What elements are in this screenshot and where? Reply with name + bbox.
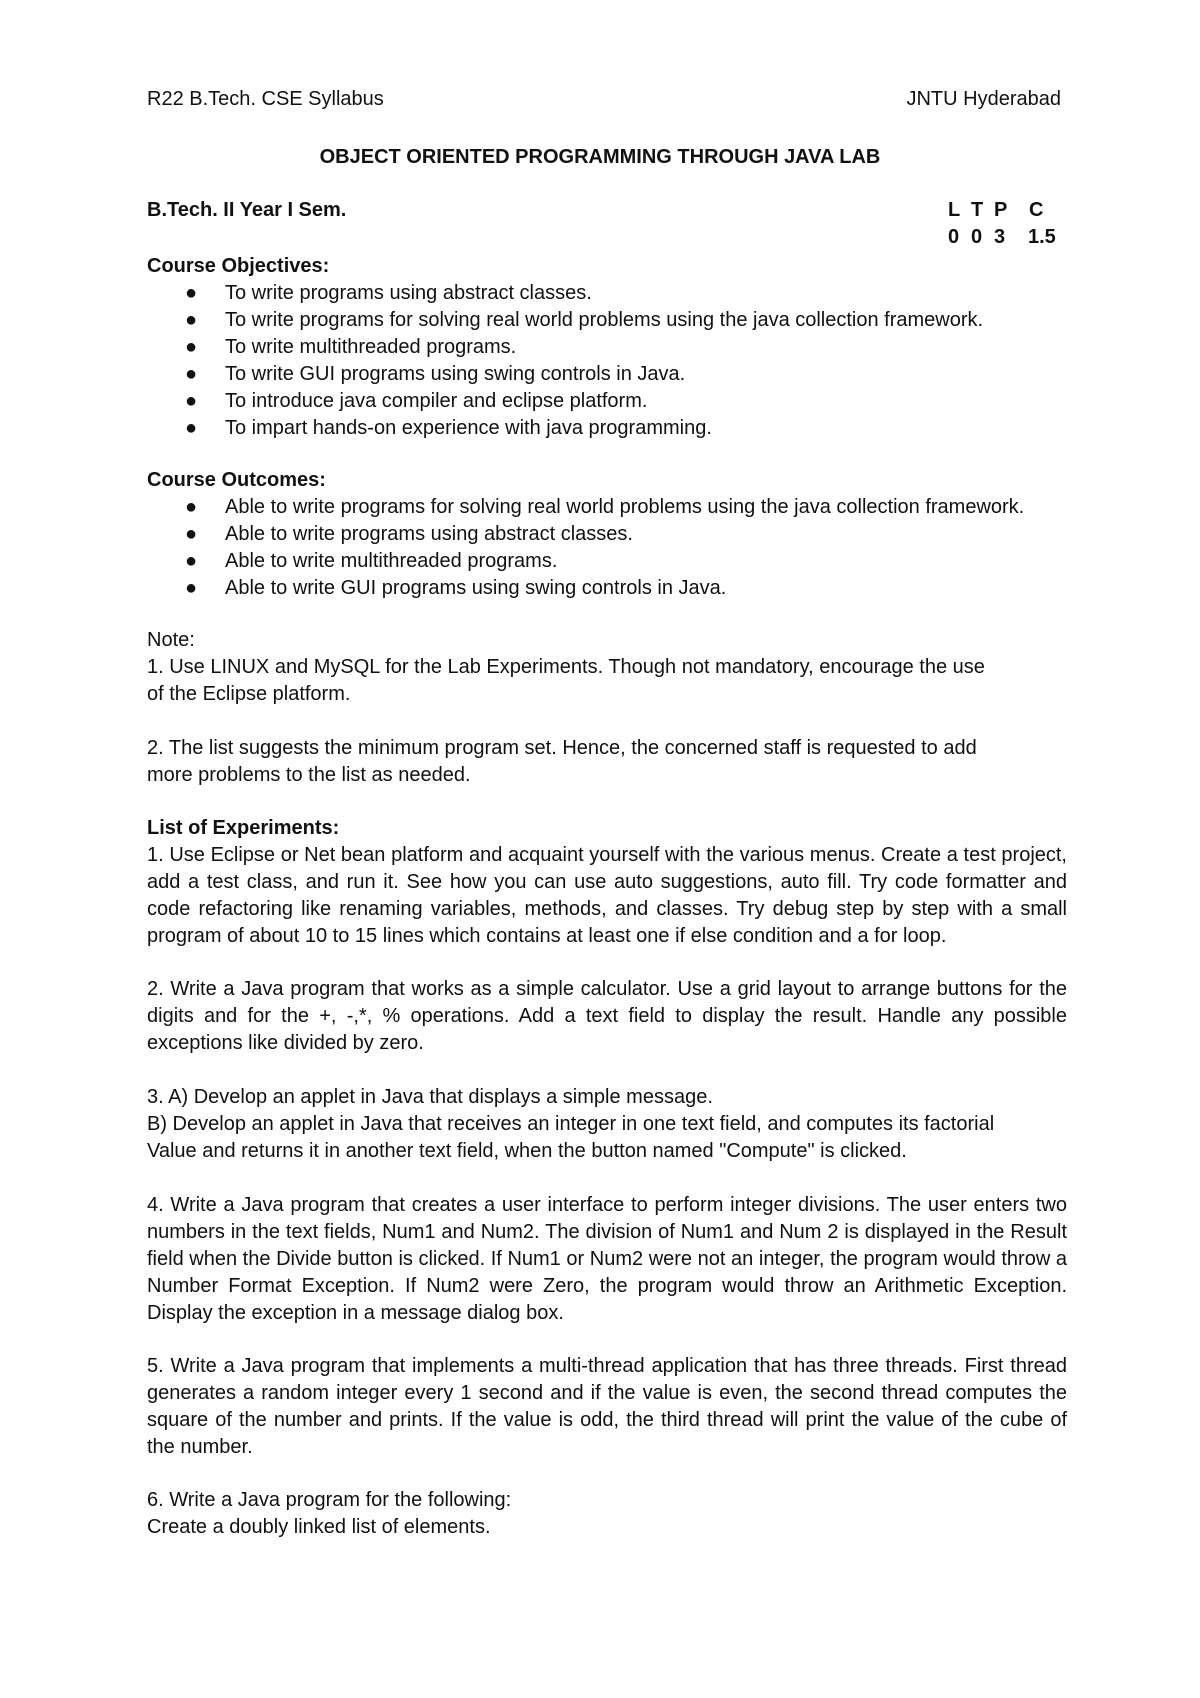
course-outcomes-heading: Course Outcomes: <box>147 469 326 491</box>
experiment-6-line-2: Create a doubly linked list of elements. <box>147 1516 491 1538</box>
list-item-text: Able to write programs for solving real world problems using the java collection framework. <box>225 496 1025 518</box>
list-item-text: Able to write multithreaded programs. <box>225 550 558 572</box>
bullet-icon: ● <box>185 496 198 518</box>
list-item-text: To write multithreaded programs. <box>225 336 517 358</box>
list-item <box>147 388 1067 415</box>
experiments-heading: List of Experiments: <box>147 817 340 839</box>
experiment-5-block <box>147 1353 1067 1461</box>
experiment-3a: 3. A) Develop an applet in Java that displays a simple message. <box>147 1086 713 1108</box>
note-item-1-continuation: of the Eclipse platform. <box>147 683 351 705</box>
list-item-text: To write programs for solving real world problems using the java collection framework. <box>225 309 984 331</box>
list-item <box>147 548 1067 575</box>
course-outcomes-section <box>147 467 1067 602</box>
bullet-icon: ● <box>185 390 198 412</box>
list-item <box>147 415 1067 442</box>
page-title: OBJECT ORIENTED PROGRAMMING THROUGH JAVA LAB <box>319 146 881 168</box>
list-item-text: Able to write GUI programs using swing controls in Java. <box>225 577 727 599</box>
bullet-icon: ● <box>185 336 198 358</box>
experiment-2: 2. Write a Java program that works as a simple calculator. Use a grid layout to arrange buttons for the digits and for the +, -,*, % operations. Add a text field to display the result. Handle any possible exceptions like divided by zero. <box>147 978 1067 1054</box>
bullet-icon: ● <box>185 523 198 545</box>
experiment-1: 1. Use Eclipse or Net bean platform and acquaint yourself with the various menus. Create a test project, add a test class, and run it. See how you can use auto suggestions, auto fill. Try code formatter and code refactoring like renaming variables, methods, and classes. Try debug step by step with a small program of about 10 to 15 lines which contains at least one if else condition and a for loop. <box>147 844 1067 947</box>
list-item <box>147 361 1067 388</box>
experiment-6-line-1: 6. Write a Java program for the following: <box>147 1489 512 1511</box>
experiment-2-block <box>147 976 1067 1057</box>
list-item <box>147 494 1067 521</box>
list-item-text: To introduce java compiler and eclipse platform. <box>225 390 648 412</box>
course-objectives-list <box>147 280 1067 442</box>
note-item-2: 2. The list suggests the minimum program set. Hence, the concerned staff is requested to add <box>147 737 977 759</box>
note-item-1: 1. Use LINUX and MySQL for the Lab Experiments. Though not mandatory, encourage the use <box>147 656 985 678</box>
note-item-2-continuation: more problems to the list as needed. <box>147 764 471 786</box>
ltpc-value-c: 1.5 <box>1028 226 1056 248</box>
experiment-3b-line-1: B) Develop an applet in Java that receives an integer in one text field, and computes its factorial <box>147 1113 995 1135</box>
bullet-icon: ● <box>185 363 198 385</box>
experiment-3b-line-2: Value and returns it in another text field, when the button named "Compute" is clicked. <box>147 1140 907 1162</box>
list-item-text: To write GUI programs using swing controls in Java. <box>225 363 686 385</box>
list-item <box>147 280 1067 307</box>
ltpc-value-l: 0 <box>948 226 960 248</box>
header-right: JNTU Hyderabad <box>906 88 1061 110</box>
course-outcomes-list <box>147 494 1067 602</box>
course-objectives-heading: Course Objectives: <box>147 255 330 277</box>
list-item-text: To impart hands-on experience with java programming. <box>225 417 712 439</box>
list-item <box>147 575 1067 602</box>
experiment-6-block <box>147 1487 1067 1541</box>
semester-label: B.Tech. II Year I Sem. <box>147 199 347 221</box>
ltpc-label-c: C <box>1029 199 1044 221</box>
bullet-icon: ● <box>185 417 198 439</box>
list-item-text: Able to write programs using abstract classes. <box>225 523 633 545</box>
ltpc-label-t: T <box>971 199 984 221</box>
experiment-4: 4. Write a Java program that creates a user interface to perform integer divisions. The user enters two numbers in the text fields, Num1 and Num2. The division of Num1 and Num 2 is displayed in the Result field when the Divide button is clicked. If Num1 or Num2 were not an integer, the program would throw a Number Format Exception. If Num2 were Zero, the program would throw an Arithmetic Exception. Display the exception in a message dialog box. <box>147 1194 1067 1324</box>
experiment-5: 5. Write a Java program that implements a multi-thread application that has three threads. First thread generates a random integer every 1 second and if the value is even, the second thread computes the square of the number and prints. If the value is odd, the third thread will print the value of the cube of the number. <box>147 1355 1067 1458</box>
bullet-icon: ● <box>185 282 198 304</box>
experiments-section <box>147 815 1067 950</box>
list-item <box>147 521 1067 548</box>
experiment-3-block <box>147 1084 1067 1165</box>
list-item <box>147 334 1067 361</box>
list-item-text: To write programs using abstract classes. <box>225 282 592 304</box>
course-objectives-section <box>147 253 1067 442</box>
bullet-icon: ● <box>185 550 198 572</box>
experiment-4-block <box>147 1192 1067 1327</box>
list-item <box>147 307 1067 334</box>
ltpc-label-p: P <box>994 199 1008 221</box>
header-left: R22 B.Tech. CSE Syllabus <box>147 88 384 110</box>
ltpc-value-p: 3 <box>994 226 1006 248</box>
ltpc-label-l: L <box>948 199 961 221</box>
note-section <box>147 627 1067 708</box>
note-section-2 <box>147 735 1067 789</box>
bullet-icon: ● <box>185 309 198 331</box>
bullet-icon: ● <box>185 577 198 599</box>
note-label: Note: <box>147 629 195 651</box>
ltpc-value-t: 0 <box>971 226 983 248</box>
